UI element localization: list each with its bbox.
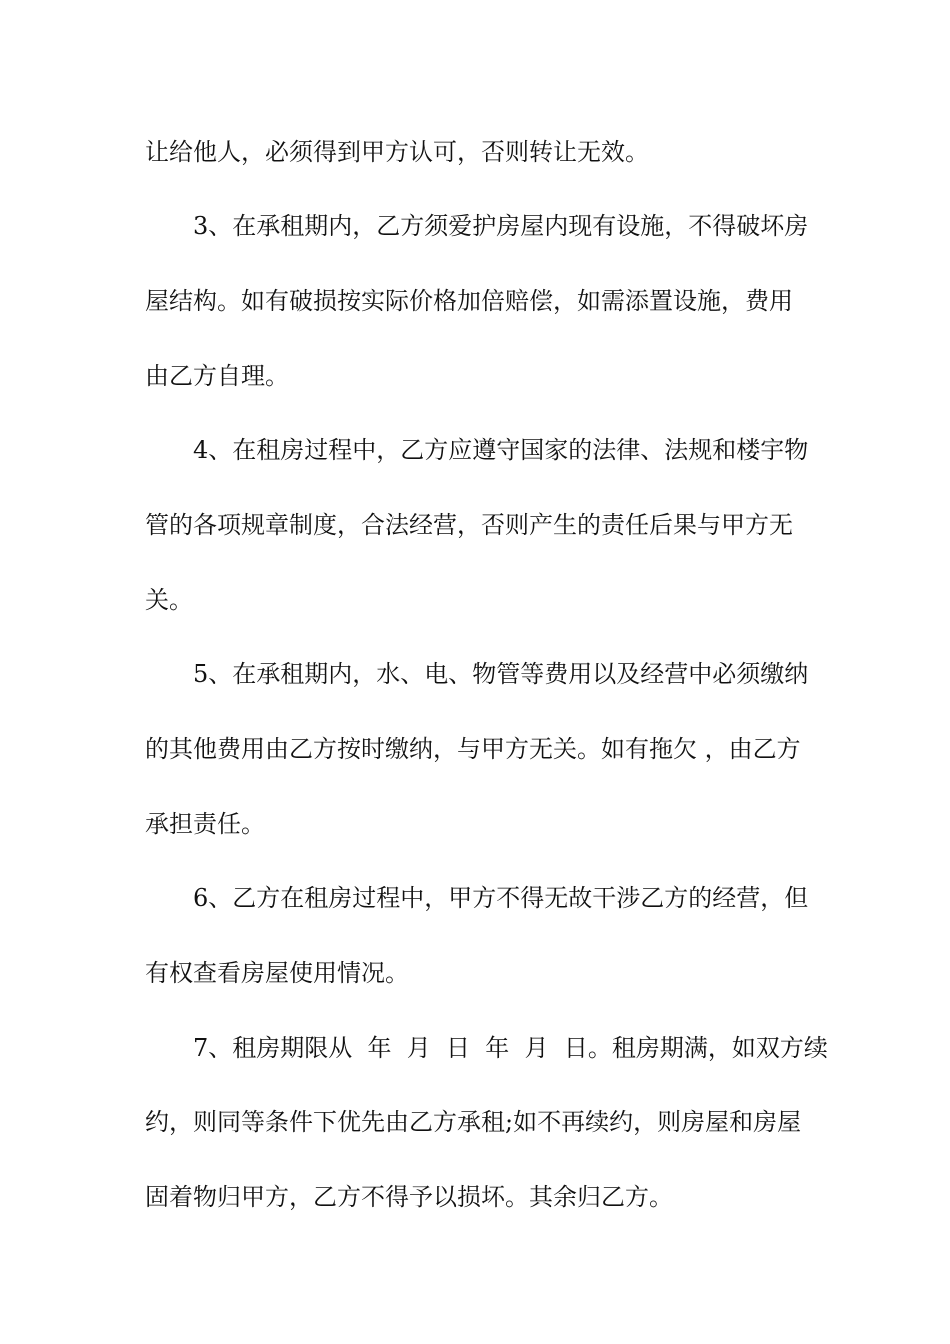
clause-5-line-1: 5、在承租期内，水、电、物管等费用以及经营中必须缴纳 (193, 660, 809, 688)
clause-7-line-3: 固着物归甲方，乙方不得予以损坏。其余归乙方。 (145, 1183, 673, 1211)
text-line: 让给他人，必须得到甲方认可，否则转让无效。 (145, 138, 649, 166)
clause-5-line-2: 的其他费用由乙方按时缴纳，与甲方无关。如有拖欠 ，由乙方 (145, 735, 801, 763)
clause-4-line-3: 关。 (145, 586, 193, 614)
clause-5-line-3: 承担责任。 (145, 810, 265, 838)
clause-7-line-2: 约，则同等条件下优先由乙方承租;如不再续约，则房屋和房屋 (145, 1108, 802, 1136)
clause-6-line-2: 有权查看房屋使用情况。 (145, 959, 409, 987)
clause-4-line-2: 管的各项规章制度，合法经营，否则产生的责任后果与甲方无 (145, 511, 793, 539)
clause-4-line-1: 4、在租房过程中，乙方应遵守国家的法律、法规和楼宇物 (193, 436, 809, 464)
clause-7-line-1: 7、租房期限从 年 月 日 年 月 日。租房期满，如双方续 (193, 1034, 828, 1062)
clause-3-line-3: 由乙方自理。 (145, 362, 289, 390)
clause-3-line-1: 3、在承租期内，乙方须爱护房屋内现有设施，不得破坏房 (193, 212, 809, 240)
clause-3-line-2: 屋结构。如有破损按实际价格加倍赔偿，如需添置设施，费用 (145, 287, 793, 315)
clause-6-line-1: 6、乙方在租房过程中，甲方不得无故干涉乙方的经营，但 (193, 884, 809, 912)
